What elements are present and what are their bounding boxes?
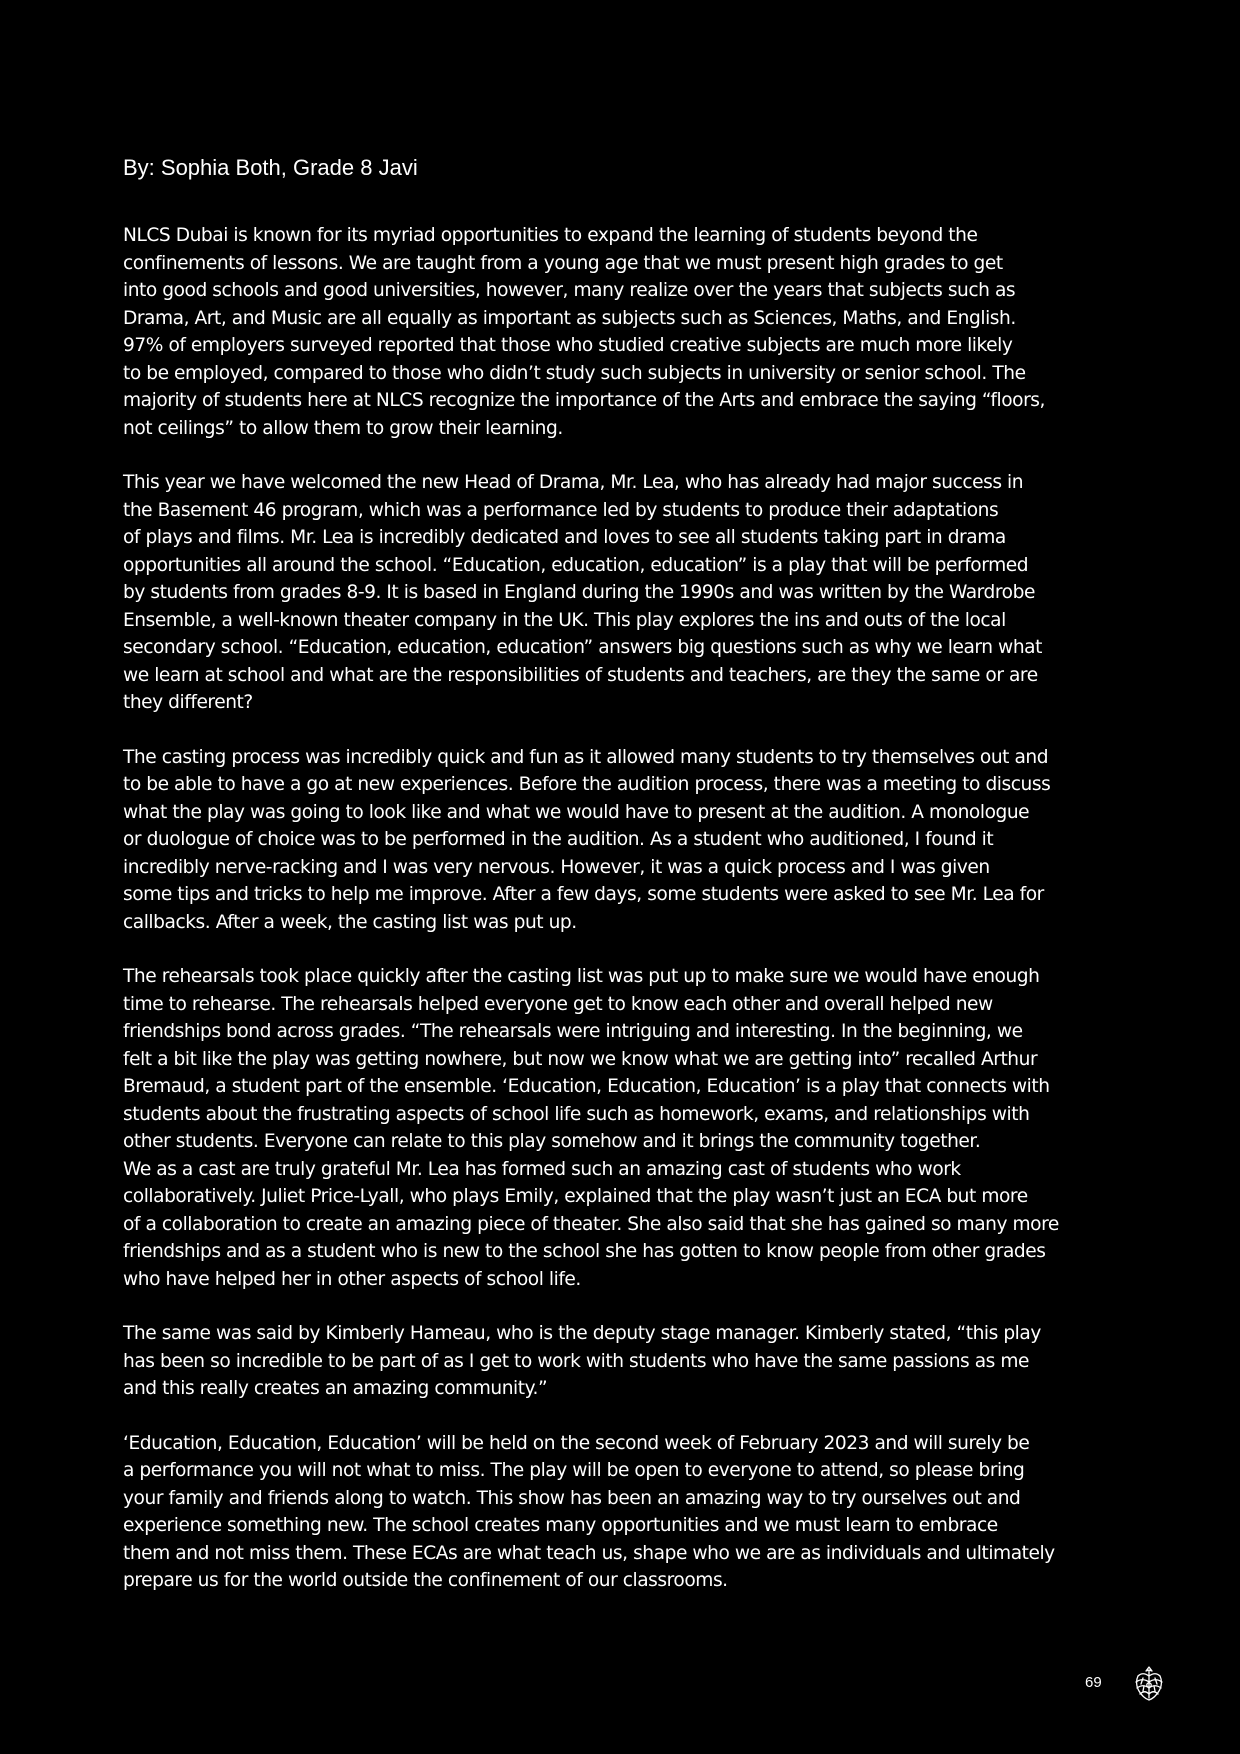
article-line: not ceilings” to allow them to grow their learning.: [123, 417, 563, 439]
article-line: Ensemble, a well-known theater company in the UK. This play explores the ins and outs of the local: [123, 609, 1006, 631]
article-paragraph: [123, 963, 1113, 1293]
article-line: other students. Everyone can relate to this play somehow and it brings the community together.: [123, 1131, 981, 1152]
article-paragraph: [123, 222, 1113, 442]
article-line: This year we have welcomed the new Head of Drama, Mr. Lea, who has already had major success in: [123, 472, 1024, 493]
article-line: to be able to have a go at new experiences. Before the audition process, there was a meeting to discuss: [123, 774, 1051, 795]
article-line: or duologue of choice was to be performed in the audition. As a student who auditioned, I found it: [123, 829, 994, 850]
article-line: callbacks. After a week, the casting list was put up.: [123, 911, 577, 933]
article-paragraph: [123, 469, 1113, 717]
article-line: Drama, Art, and Music are all equally as important as subjects such as Sciences, Maths, and English.: [123, 307, 1016, 329]
article-line: to be employed, compared to those who didn’t study such subjects in university or senior school. The: [123, 362, 1026, 384]
article-body: [123, 222, 1113, 1622]
article-line: and this really creates an amazing community.”: [123, 1378, 548, 1399]
article-line: NLCS Dubai is known for its myriad opportunities to expand the learning of students beyond the: [123, 225, 978, 246]
article-line: 97% of employers surveyed reported that those who studied creative subjects are much more likely: [123, 335, 1013, 356]
article-line: some tips and tricks to help me improve. After a few days, some students were asked to see Mr. Lea for: [123, 884, 1044, 905]
article-line: a performance you will not what to miss. The play will be open to everyone to attend, so please bring: [123, 1460, 1025, 1481]
article-paragraph: [123, 1320, 1113, 1403]
article-line: your family and friends along to watch. This show has been an amazing way to try ourselves out and: [123, 1487, 1021, 1509]
article-line: the Basement 46 program, which was a performance led by students to produce their adaptations: [123, 499, 999, 521]
article-paragraph: [123, 1430, 1113, 1595]
article-line: students about the frustrating aspects of school life such as homework, exams, and relationships with: [123, 1103, 1030, 1125]
article-line: secondary school. “Education, education, education” answers big questions such as why we learn what: [123, 637, 1042, 658]
article-line: friendships and as a student who is new to the school she has gotten to know people from other grades: [123, 1241, 1046, 1262]
article-line: The rehearsals took place quickly after the casting list was put up to make sure we would have enough: [123, 966, 1040, 987]
article-line: experience something new. The school creates many opportunities and we must learn to embrace: [123, 1515, 998, 1536]
article-line: friendships bond across grades. “The rehearsals were intriguing and interesting. In the beginning, we: [123, 1021, 1023, 1042]
article-line: majority of students here at NLCS recognize the importance of the Arts and embrace the saying “floors,: [123, 390, 1045, 411]
article-line: them and not miss them. These ECAs are what teach us, shape who we are as individuals and ultimately: [123, 1542, 1055, 1564]
article-line: collaboratively. Juliet Price-Lyall, who plays Emily, explained that the play wasn’t just an ECA but more: [123, 1186, 1028, 1207]
article-line: felt a bit like the play was getting nowhere, but now we know what we are getting into” recalled Arthur: [123, 1048, 1038, 1070]
article-line: incredibly nerve-racking and I was very nervous. However, it was a quick process and I was given: [123, 856, 990, 878]
article-line: The casting process was incredibly quick and fun as it allowed many students to try themselves out and: [123, 746, 1049, 768]
article-line: We as a cast are truly grateful Mr. Lea has formed such an amazing cast of students who work: [123, 1158, 961, 1180]
article-line: The same was said by Kimberly Hameau, who is the deputy stage manager. Kimberly stated, “this play: [123, 1323, 1041, 1344]
article-line: prepare us for the world outside the confinement of our classrooms.: [123, 1570, 728, 1591]
article-line: by students from grades 8-9. It is based in England during the 1990s and was written by the Wardrobe: [123, 582, 1035, 603]
article-line: they different?: [123, 692, 253, 713]
article-line: ‘Education, Education, Education’ will be held on the second week of February 2023 and will surely be: [123, 1432, 1030, 1454]
article-line: what the play was going to look like and what we would have to present at the audition. A monologue: [123, 801, 1030, 823]
article-byline: By: Sophia Both, Grade 8 Javi: [123, 155, 418, 180]
article-line: confinements of lessons. We are taught from a young age that we must present high grades to get: [123, 252, 1003, 274]
article-line: of plays and films. Mr. Lea is incredibly dedicated and loves to see all students taking part in drama: [123, 527, 1006, 548]
article-line: has been so incredible to be part of as I get to work with students who have the same passions as me: [123, 1350, 1030, 1372]
article-line: we learn at school and what are the responsibilities of students and teachers, are they the same or are: [123, 664, 1038, 686]
article-line: time to rehearse. The rehearsals helped everyone get to know each other and overall helped new: [123, 993, 993, 1015]
article-line: opportunities all around the school. “Education, education, education” is a play that will be performed: [123, 554, 1029, 576]
article-line: of a collaboration to create an amazing piece of theater. She also said that she has gained so many more: [123, 1213, 1059, 1235]
school-crest-icon: [1131, 1664, 1167, 1704]
article-line: who have helped her in other aspects of school life.: [123, 1268, 581, 1290]
article-paragraph: [123, 744, 1113, 937]
page-number: 69: [1085, 1674, 1102, 1691]
article-line: into good schools and good universities, however, many realize over the years that subjects such as: [123, 280, 1016, 301]
article-line: Bremaud, a student part of the ensemble. ‘Education, Education, Education’ is a play that connects with: [123, 1076, 1050, 1097]
